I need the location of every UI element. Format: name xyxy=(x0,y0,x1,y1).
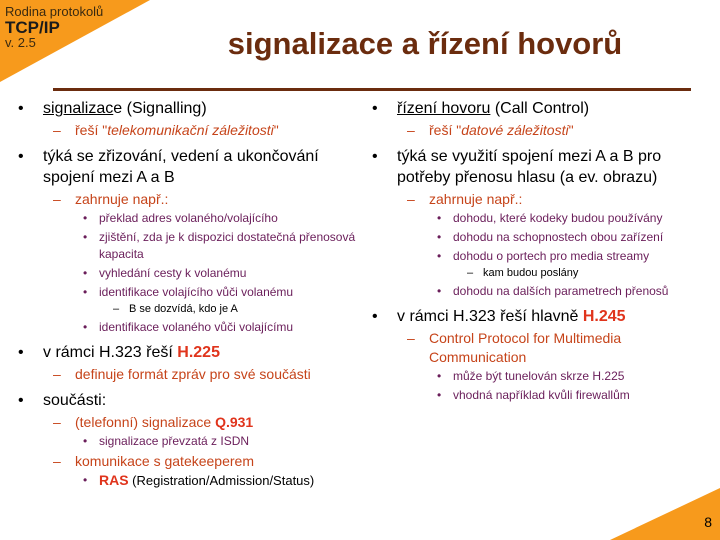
bullet-parts xyxy=(18,390,360,490)
includes-label: zahrnuje např.: xyxy=(429,191,523,207)
includes-item xyxy=(43,190,360,336)
solves-prefix: řeší " xyxy=(75,122,108,138)
within-highlight: H.245 xyxy=(582,308,626,325)
ras-highlight: RAS xyxy=(99,472,129,488)
solves-suffix: " xyxy=(273,122,279,138)
signalling-term: signalizac xyxy=(43,100,114,117)
call-control-solves xyxy=(397,121,712,140)
list-item: • překlad adres volaného/volajícího xyxy=(75,210,360,227)
list-item: • dohodu, které kodeky budou používány xyxy=(429,210,712,227)
right-column xyxy=(372,98,712,410)
defines-item: – definuje formát zpráv pro své součásti xyxy=(43,365,360,384)
title-rule xyxy=(53,88,691,91)
call-control-term: řízení hovoru xyxy=(397,100,491,117)
sub-note: – B se dozvídá, kdo je A xyxy=(99,302,360,317)
solves-italic: telekomunikační záležitosti xyxy=(107,122,274,138)
brand-name: TCP/IP xyxy=(5,17,60,37)
includes-item xyxy=(397,190,712,300)
bullet-within-h323 xyxy=(18,342,360,384)
list-item: • dohodu na dalších parametrech přenosů xyxy=(429,283,712,300)
brand-block xyxy=(5,5,103,50)
ras-tail: (Registration/Admission/Status) xyxy=(128,473,315,488)
list-item: • vyhledání cesty k volanému xyxy=(75,265,360,282)
slide-title: signalizace a řízení hovorů xyxy=(227,26,623,61)
parts-label: součásti: xyxy=(43,392,107,409)
includes-label: zahrnuje např.: xyxy=(75,191,169,207)
protocol-item xyxy=(397,329,712,404)
concerns-text: týká se zřizování, vedení a ukončování spojení mezi A a B xyxy=(43,148,319,186)
list-item: • vhodná například kvůli firewallům xyxy=(429,387,712,404)
left-column xyxy=(18,98,360,496)
brand-version: v. 2.5 xyxy=(5,35,36,51)
bullet-concerns-right xyxy=(372,146,712,300)
page-number: 8 xyxy=(704,514,712,530)
gatekeeper-label: komunikace s gatekeeperem xyxy=(75,453,254,469)
telephony-item xyxy=(43,413,360,450)
list-item: • může být tunelován skrze H.225 xyxy=(429,368,712,385)
bullet-signalling xyxy=(18,98,360,140)
bullet-concerns xyxy=(18,146,360,336)
list-item xyxy=(75,284,360,317)
telephony-highlight: Q.931 xyxy=(215,414,254,430)
list-item: • signalizace převzatá z ISDN xyxy=(75,433,360,450)
signalling-solves xyxy=(43,121,360,140)
call-control-english: (Call Control) xyxy=(490,100,590,117)
list-item: • dohodu na schopnostech obou zařízení xyxy=(429,229,712,246)
concerns-text: týká se využití spojení mezi A a B pro potřeby přenosu hlasu (a ev. obrazu) xyxy=(397,148,662,186)
list-item-text: identifikace volajícího vůči volanému xyxy=(99,285,294,299)
list-item xyxy=(429,248,712,281)
solves-italic: datové záležitosti xyxy=(461,122,569,138)
solves-prefix: řeší " xyxy=(429,122,462,138)
brand-series: Rodina protokolů xyxy=(5,4,104,19)
gatekeeper-item xyxy=(43,452,360,490)
list-item-text: dohodu o portech pro media streamy xyxy=(453,249,650,263)
within-highlight: H.225 xyxy=(177,344,220,361)
telephony-prefix: (telefonní) signalizace xyxy=(75,414,216,430)
list-item: • identifikace volaného vůči volajícímu xyxy=(75,319,360,336)
within-prefix: v rámci H.323 řeší hlavně xyxy=(397,308,583,325)
bullet-call-control xyxy=(372,98,712,140)
protocol-label: Control Protocol for Multimedia Communication xyxy=(429,330,622,365)
bullet-within-h323-right xyxy=(372,306,712,404)
signalling-english: (Signalling) xyxy=(122,100,207,117)
sub-note: – kam budou poslány xyxy=(453,266,712,281)
ras-item xyxy=(75,472,360,490)
signalling-term-tail: e xyxy=(113,100,123,117)
solves-suffix: " xyxy=(568,122,574,138)
list-item: • zjištění, zda je k dispozici dostatečná přenosová kapacita xyxy=(75,229,360,263)
within-prefix: v rámci H.323 řeší xyxy=(43,344,178,361)
